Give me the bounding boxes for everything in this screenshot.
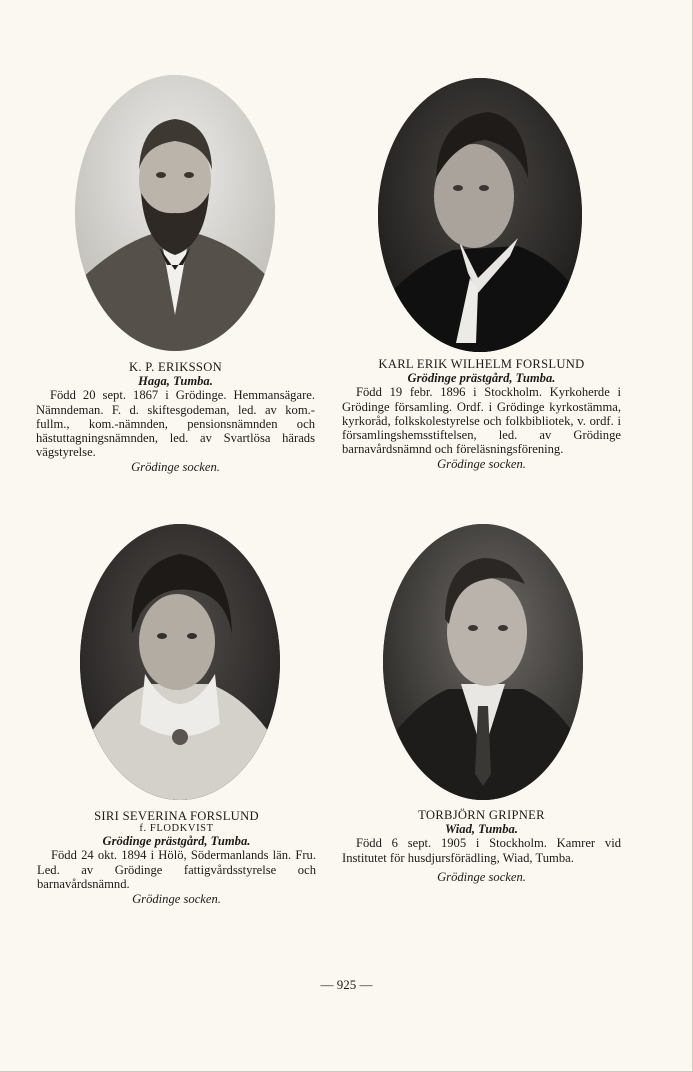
bio-gripner xyxy=(342,808,621,884)
biography-text: Född 20 sept. 1867 i Grödinge. Hemmansägare. Nämndeman. F. d. skiftesgodeman, led. av kom.-fullm., kom.-nämnden, pensionsnämnden och hästuttagningsnämnden, led. av Svartlösa härads vägstyrelse. xyxy=(36,388,315,460)
maiden-name: f. FLODKVIST xyxy=(139,823,214,835)
person-name: SIRI SEVERINA FORSLUND xyxy=(94,809,259,823)
portrait-eriksson-image xyxy=(75,75,275,351)
residence: Grödinge prästgård, Tumba. xyxy=(102,834,251,849)
portrait-siri-forslund xyxy=(80,524,280,800)
portrait-karl-forslund xyxy=(378,78,582,352)
biography-text: Född 6 sept. 1905 i Stockholm. Kamrer vid Institutet för husdjursförädling, Wiad, Tumba. xyxy=(342,836,621,865)
parish: Grödinge socken. xyxy=(132,892,221,907)
portrait-siri-forslund-image xyxy=(80,524,280,800)
residence: Haga, Tumba. xyxy=(138,374,213,389)
portrait-eriksson xyxy=(75,75,275,351)
portrait-karl-forslund-image xyxy=(378,78,582,352)
bio-siri-forslund xyxy=(37,809,316,906)
biography-text: Född 24 okt. 1894 i Hölö, Södermanlands län. Fru. Led. av Grödinge fattigvårdsstyrelse och barnavårdsnämnd. xyxy=(37,848,316,891)
bio-eriksson xyxy=(36,360,315,475)
portrait-gripner-image xyxy=(383,524,583,800)
person-name: TORBJÖRN GRIPNER xyxy=(418,808,545,822)
parish: Grödinge socken. xyxy=(437,869,526,884)
biography-text: Född 19 febr. 1896 i Stockholm. Kyrkoherde i Grödinge församling. Ordf. i Grödinge kyrkostämma, kyrkoråd, folkskolestyrelse och folkbibliotek, v. ordf. i församlingshemsstiftelsen, led. av Grödinge barnavårdsnämnd och föreläsningsförening. xyxy=(342,385,621,457)
parish: Grödinge socken. xyxy=(437,457,526,472)
residence: Wiad, Tumba. xyxy=(445,822,518,837)
portrait-gripner xyxy=(383,524,583,800)
person-name: K. P. ERIKSSON xyxy=(128,360,223,374)
page-number: — 925 — xyxy=(320,977,373,992)
parish: Grödinge socken. xyxy=(131,460,220,475)
residence: Grödinge prästgård, Tumba. xyxy=(407,371,556,386)
person-name: KARL ERIK WILHELM FORSLUND xyxy=(378,357,585,371)
bio-karl-forslund xyxy=(342,357,621,472)
